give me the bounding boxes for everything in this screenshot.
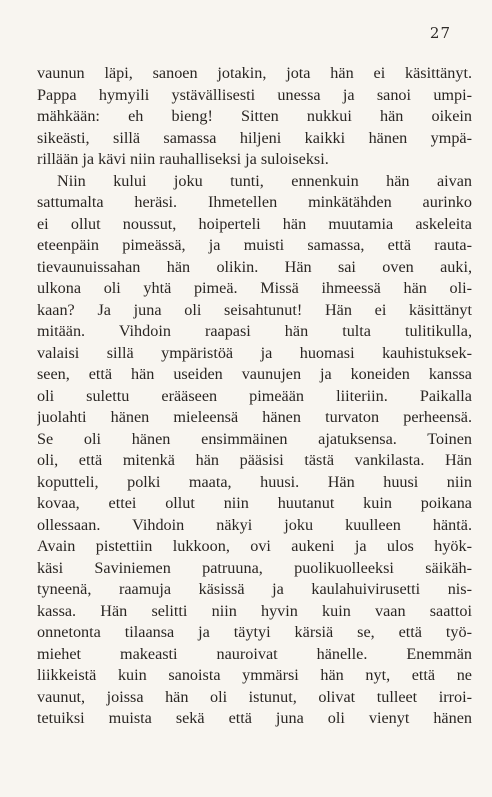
text-line: juolahti hänen mieleensä hänen turvaton perheensä.: [37, 408, 472, 426]
text-line: miehet makeasti nauroivat hänelle. Enemmän: [37, 644, 472, 663]
text-line: vaunut, joissa hän oli istunut, olivat tulleet irroi-: [37, 687, 472, 706]
text-line: tyneenä, raamuja käsissä ja kaulahuivirusetti nis-: [37, 580, 472, 598]
text-line: ei ollut noussut, hoiperteli hän muutamia askeleita: [37, 214, 472, 233]
text-line: liikkeistä kuin sanoista ymmärsi hän nyt, että ne: [37, 666, 472, 684]
text-line: koputteli, polki maata, huusi. Hän huusi niin: [37, 472, 472, 491]
text-line: käsi Saviniemen patruuna, puolikuolleeksi säikäh-: [37, 558, 472, 577]
text-line: vaunun läpi, sanoen jotakin, jota hän ei käsittänyt.: [37, 64, 472, 82]
text-line: mähkään: eh bieng! Sitten nukkui hän oikein: [37, 107, 472, 125]
text-line: Niin kului joku tunti, ennenkuin hän aivan: [57, 171, 472, 190]
text-line: Avain pistettiin lukkoon, ovi aukeni ja ulos hyök-: [37, 537, 472, 555]
body-text: [37, 63, 472, 730]
text-line: tetuiksi muista sekä että juna oli vienyt hänen: [37, 709, 472, 727]
text-line: kassa. Hän selitti niin hyvin kuin vaan saattoi: [37, 601, 472, 620]
text-line: mitään. Vihdoin raapasi hän tulta tulitikulla,: [37, 322, 472, 340]
text-line: rillään ja kävi niin rauhalliseksi ja suloiseksi.: [37, 150, 329, 168]
text-line: Se oli hänen ensimmäinen ajatuksensa. Toinen: [37, 429, 472, 448]
text-line: kovaa, ettei ollut niin huutanut kuin poikana: [37, 494, 472, 512]
page-number: 27: [429, 24, 451, 42]
text-line: kaan? Ja juna oli seisahtunut! Hän ei käsittänyt: [37, 300, 472, 319]
text-line: oli sulettu erääseen pimeään liiteriin. Paikalla: [37, 386, 472, 405]
text-line: sikeästi, sillä samassa hiljeni kaikki hänen ympä-: [37, 128, 472, 147]
text-line: eteenpäin pimeässä, ja muisti samassa, että rauta-: [37, 236, 472, 254]
text-line: ollessaan. Vihdoin näkyi joku kuulleen häntä.: [37, 515, 472, 534]
text-line: oli, että mitenkä hän pääsisi tästä vankilasta. Hän: [37, 451, 472, 469]
text-line: valaisi sillä ympäristöä ja huomasi kauhistuksek-: [37, 343, 472, 362]
text-line: tievaunuissahan hän olikin. Hän sai oven auki,: [37, 257, 472, 276]
text-line: ulkona oli yhtä pimeä. Missä ihmeessä hän oli-: [37, 279, 472, 297]
text-line: seen, että hän useiden vaunujen ja koneiden kanssa: [37, 365, 472, 383]
text-line: Pappa hymyili ystävällisesti unessa ja sanoi umpi-: [37, 85, 472, 104]
text-line: sattumalta heräsi. Ihmetellen minkätähden aurinko: [37, 193, 472, 211]
text-line: onnetonta tilaansa ja täytyi kärsiä se, että työ-: [37, 623, 472, 641]
